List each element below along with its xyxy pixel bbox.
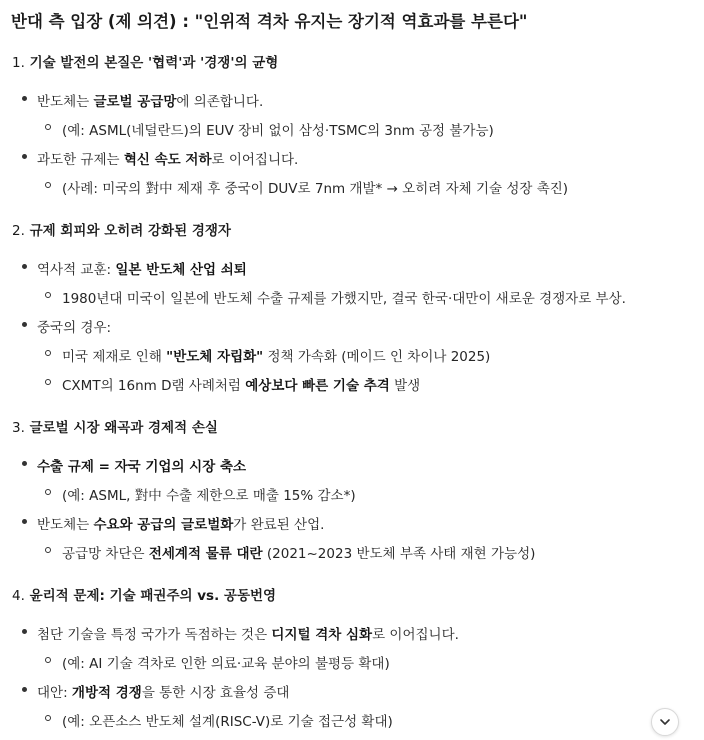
bullet-icon [22,461,27,466]
list-item: 반도체는 수요와 공급의 글로벌화가 완료된 산업. [37,513,324,533]
sub-list-item: CXMT의 16nm D램 사례처럼 예상보다 빠른 기술 추격 발생 [62,374,420,394]
sub-list-item: (사례: 미국의 對中 제재 후 중국이 DUV로 7nm 개발* → 오히려 자체 기술 성장 촉진) [62,177,568,197]
bullet-icon [45,292,51,298]
bullet-icon [45,124,51,130]
list-item: 수출 규제 = 자국 기업의 시장 축소 [37,455,246,475]
section-heading-4: 4. 윤리적 문제: 기술 패권주의 vs. 공동번영 [12,588,277,604]
bullet-icon [22,322,27,327]
list-item: 중국의 경우: [37,316,111,336]
sub-list-item: 1980년대 미국이 일본에 반도체 수출 규제를 가했지만, 결국 한국·대만이 새로운 경쟁자로 부상. [62,287,626,307]
scroll-to-bottom-button[interactable] [651,708,679,736]
bullet-icon [45,350,51,356]
bullet-icon [45,657,51,663]
sub-list-item: 공급망 차단은 전세계적 물류 대란 (2021~2023 반도체 부족 사태 재현 가능성) [62,542,535,562]
bullet-icon [45,379,51,385]
sub-list-item: 미국 제재로 인해 "반도체 자립화" 정책 가속화 (메이드 인 차이나 2025) [62,345,490,365]
bullet-icon [22,687,27,692]
list-item: 대안: 개방적 경쟁을 통한 시장 효율성 증대 [37,681,289,701]
list-item: 과도한 규제는 혁신 속도 저하로 이어집니다. [37,148,298,168]
bullet-icon [22,519,27,524]
bullet-icon [22,96,27,101]
bullet-icon [22,264,27,269]
chevron-down-icon [658,715,672,729]
section-heading-3: 3. 글로벌 시장 왜곡과 경제적 손실 [12,420,218,436]
bullet-icon [22,154,27,159]
sub-list-item: (예: AI 기술 격차로 인한 의료·교육 분야의 불평등 확대) [62,652,390,672]
section-heading-2: 2. 규제 회피와 오히려 강화된 경쟁자 [12,223,231,239]
section-heading-1: 1. 기술 발전의 본질은 '협력'과 '경쟁'의 균형 [12,55,279,71]
sub-list-item: (예: ASML(네덜란드)의 EUV 장비 없이 삼성·TSMC의 3nm 공정 불가능) [62,119,494,139]
bullet-icon [45,547,51,553]
sub-list-item: (예: 오픈소스 반도체 설계(RISC-V)로 기술 접근성 확대) [62,710,393,730]
list-item: 역사적 교훈: 일본 반도체 산업 쇠퇴 [37,258,247,278]
sub-list-item: (예: ASML, 對中 수출 제한으로 매출 15% 감소*) [62,484,356,504]
bullet-icon [45,715,51,721]
bullet-icon [45,489,51,495]
bullet-icon [45,182,51,188]
page-title: 반대 측 입장 (제 의견) : "인위적 격차 유지는 장기적 역효과를 부른다" [11,12,528,31]
list-item: 첨단 기술을 특정 국가가 독점하는 것은 디지털 격차 심화로 이어집니다. [37,623,459,643]
bullet-icon [22,629,27,634]
list-item: 반도체는 글로벌 공급망에 의존합니다. [37,90,263,110]
